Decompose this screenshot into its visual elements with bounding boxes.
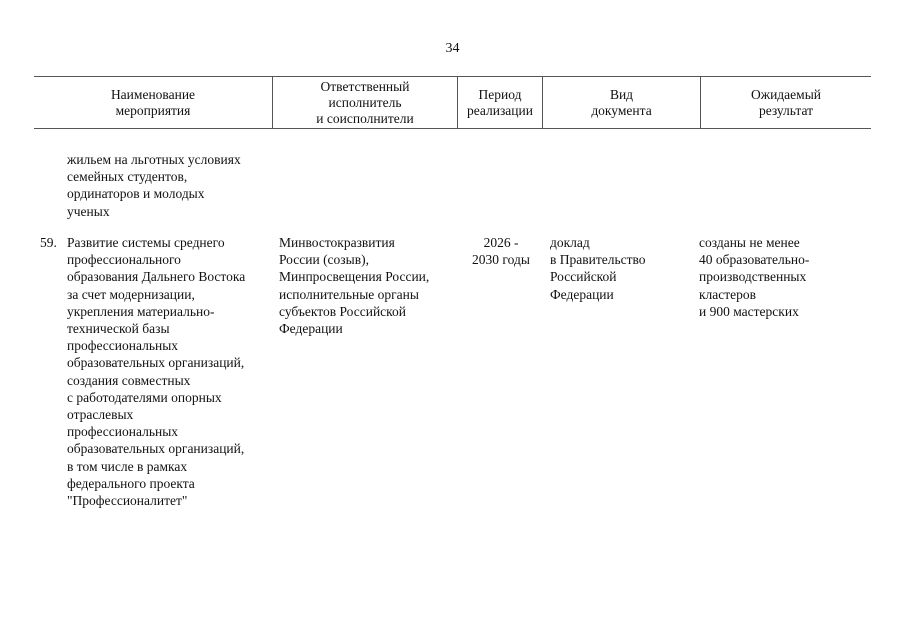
row-doc-type-cell: доклад в Правительство Российской Федерации — [550, 235, 646, 302]
row-executor-cell: Минвостокразвития России (созыв), Минпросвещения России, исполнительные органы субъектов Российской Федерации — [279, 235, 430, 337]
header-name: Наименование мероприятия — [110, 86, 196, 118]
page-number: 34 — [445, 41, 460, 56]
header-doc-type: Вид документа — [591, 86, 652, 118]
header-executor: Ответственный исполнитель и соисполнители — [316, 78, 414, 126]
row-name-cell: Развитие системы среднего профессионального образования Дальнего Востока за счет модернизации, укрепления материально- технической базы профессиональных образовательных организаций, создания совместных с работодателями опорных отраслевых профессиональных образовательных организаций, в том числе в рамках федерального проекта "Профессионалитет" — [67, 235, 246, 509]
row-result-cell: созданы не менее 40 образовательно- производственных кластеров и 900 мастерских — [699, 235, 810, 319]
row-period-cell: 2026 - 2030 годы — [472, 235, 530, 268]
table-header-bottom-rule — [34, 128, 871, 129]
header-result: Ожидаемый результат — [751, 86, 821, 118]
continuation-name-cell: жильем на льготных условиях семейных студентов, ординаторов и молодых ученых — [67, 152, 241, 219]
header-period: Период реализации — [467, 86, 533, 118]
row-number: 59. — [40, 235, 57, 250]
